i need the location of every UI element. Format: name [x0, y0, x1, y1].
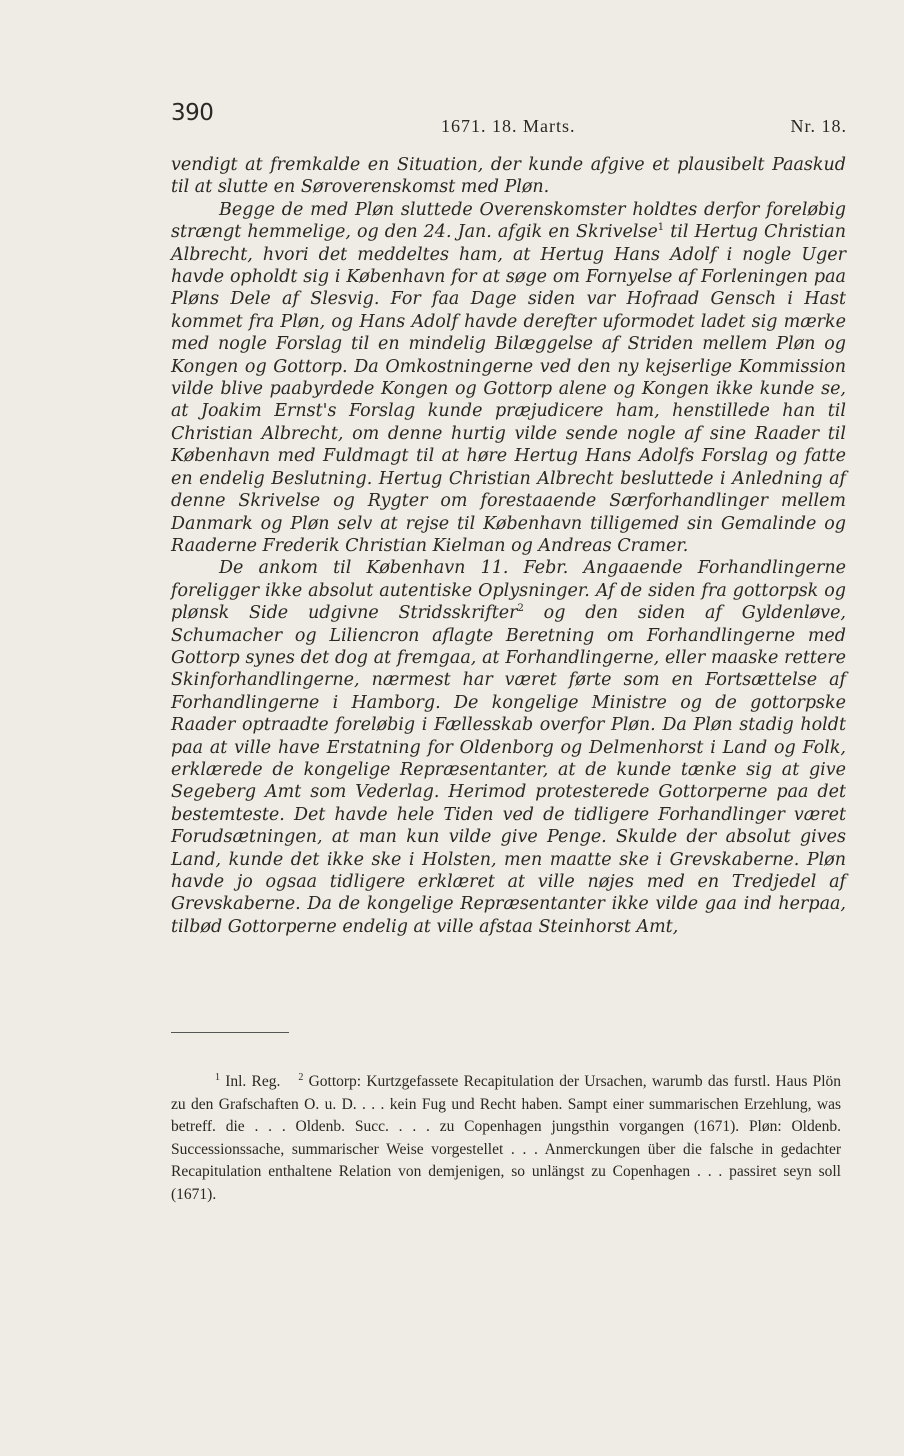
footnote-divider	[171, 1032, 289, 1033]
page-number: 390	[171, 100, 214, 126]
main-text	[171, 154, 846, 938]
footnote-1-text: Inl. Reg.	[225, 1073, 281, 1090]
footnote-2-mark: 2	[298, 1071, 304, 1083]
paragraph-3-part-a: De ankom til København 11. Febr. Angaaende Forhandlingerne foreligger ikke absolut autentiske Oplysninger. Af de siden fra gottorpsk og plønsk Side udgivne Stridsskrifter	[171, 558, 846, 624]
paragraph-3	[171, 557, 846, 938]
paragraph-2	[171, 199, 846, 558]
paragraph-1: vendigt at fremkalde en Situation, der kunde afgive et plausibelt Paaskud til at slutte en Søroverenskomst med Pløn.	[171, 155, 846, 198]
footnotes	[171, 1071, 841, 1207]
paragraph-2-part-b: til Hertug Christian Albrecht, hvori det meddeltes ham, at Hertug Hans Adolf i nogle Uger havde opholdt sig i København for at søge om Fornyelse af Forleningen paa Pløns Dele af Slesvig. For faa Dage siden var Hofraad Gensch i Hast kommet fra Pløn, og Hans Adolf havde derefter uformodet ladet sig mærke med nogle Forslag til en mindelig Bilæggelse af Striden mellem Pløn og Kongen og Gottorp. Da Omkostningerne ved den ny kejserlige Kommission vilde blive paabyrdede Kongen og Gottorp alene og Kongen ikke kunde se, at Joakim Ernst's Forslag kunde præjudicere ham, henstillede han til Christian Albrecht, om denne hurtig vilde sende nogle af sine Raader til København med Fuldmagt til at høre Hertug Hans Adolfs Forslag og fatte en endelig Beslutning. Hertug Christian Albrecht besluttede i Anledning af denne Skrivelse og Rygter om forestaaende Særforhandlinger mellem Danmark og Pløn selv at rejse til København tilligemed sin Gemalinde og Raaderne Frederik Christian Kielman og Andreas Cramer.	[171, 222, 846, 556]
paragraph-2-part-a: Begge de med Pløn sluttede Overenskomster holdtes derfor foreløbig strængt hemmelige, og den 24. Jan. afgik en Skrivelse	[171, 199, 846, 243]
footnote-ref-1: 1	[657, 222, 665, 234]
footnote-2-text: Gottorp: Kurtzgefassete Recapitulation der Ursachen, warumb das furstl. Haus Plön zu den Grafschaften O. u. D. . . . kein Fug und Recht haben. Sampt einer summarischen Erzehlung, was betreff. die . . . Oldenb. Succ. . . . zu Copenhagen jungsthin vorgangen (1671). Pløn: Oldenb. Successionssache, summarischer Weise vorgestellet . . . Anmerckungen über die falsche in gedachter Recapitulation enthaltene Relation von demjenigen, so unlängst zu Copenhagen . . . passiret seyn soll (1671).	[171, 1073, 842, 1203]
footnote-block	[171, 1071, 841, 1207]
page-header	[171, 100, 847, 136]
running-title: 1671. 18. Marts.	[441, 116, 576, 136]
paragraph-3-part-b: og den siden af Gyldenløve, Schumacher og Liliencron aflagte Beretning om Forhandlingerne med Gottorp synes det dog at fremgaa, at Forhandlingerne, eller maaske rettere Skinforhandlingerne, nærmest har været førte som en Fortsættelse af Forhandlingerne i Hamborg. De kongelige Ministre og de gottorpske Raader optraadte foreløbig i Fællesskab overfor Pløn. Da Pløn stadig holdt paa at ville have Erstatning for Oldenborg og Delmenhorst i Land og Folk, erklærede de kongelige Repræsentanter, at de kunde tænke sig at give Segeberg Amt som Vederlag. Herimod protesterede Gottorperne paa det bestemteste. Det havde hele Tiden ved de tidligere Forhandlinger været Forudsætningen, at man kun vilde give Penge. Skulde der absolut gives Land, kunde det ikke ske i Holsten, men maatte ske i Grevskaberne. Pløn havde jo ogsaa tidligere erklæret at ville nøjes med en Tredjedel af Grevskaberne. Da de kongelige Repræsentanter ikke vilde gaa ind herpaa, tilbød Gottorperne endelig at ville afstaa Steinhorst Amt,	[171, 603, 846, 937]
footnote-ref-2: 2	[517, 603, 524, 615]
footnote-1-mark: 1	[215, 1071, 220, 1083]
document-number: Nr. 18.	[790, 116, 847, 136]
